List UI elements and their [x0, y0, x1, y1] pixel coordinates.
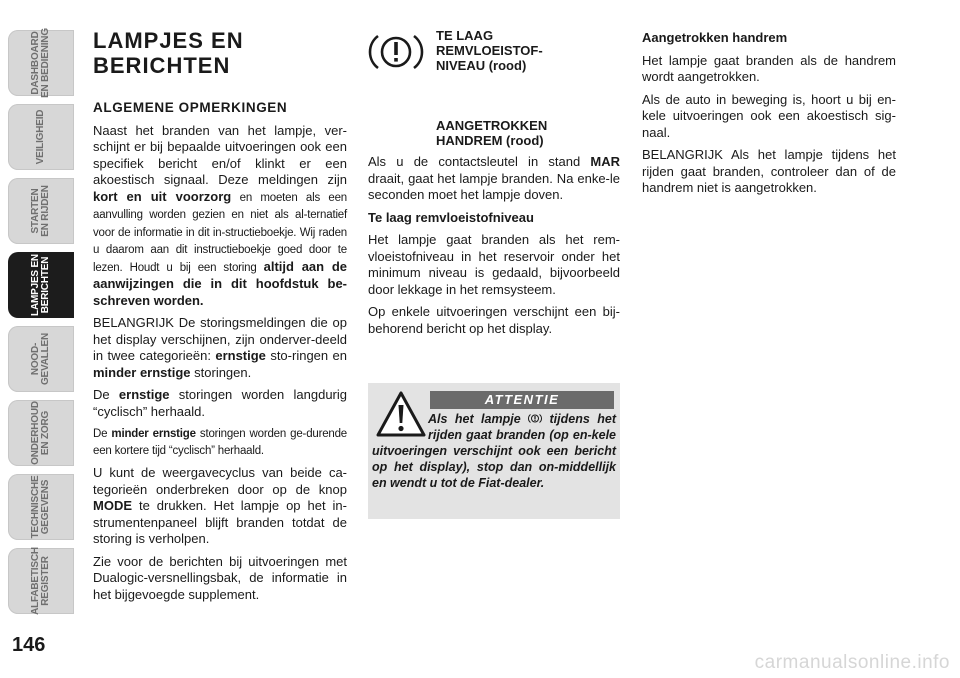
watermark: carmanualsonline.info	[754, 652, 950, 673]
tab-lampjes-en-berichten[interactable]	[8, 252, 74, 318]
chapter-tab-rail	[0, 0, 80, 678]
paragraph: BELANGRIJK De storingsmeldingen die op het display verschijnen, zijn onderver-deeld in twee categorieën: ernstige sto-ringen en minder ernstige storingen.	[93, 315, 347, 380]
paragraph: Naast het branden van het lampje, ver-schijnt er bij bepaalde uitvoeringen ook een specifiek bericht en/of klinkt er een akoestisch signaal. Deze meldingen zijn kort en uit voorzorg en moeten als een aanvulling worden gezien en niet als al-ternatief voor de informatie in dit in-structieboekje. Wij raden u daarom aan dit instructieboekje goed door te lezen. Houdt u bij een storing altijd aan de aanwijzingen die in dit hoofdstuk be-schreven worden.	[93, 122, 348, 308]
paragraph: Op enkele uitvoeringen verschijnt een bij-behorend bericht op het display.	[368, 304, 620, 336]
paragraph: Als de auto in beweging is, hoort u bij en-kele uitvoeringen ook een akoestisch sig-naal.	[642, 91, 896, 140]
tab-label: NOOD- GEVALLEN	[30, 332, 51, 386]
tab-label: VEILIGHEID	[35, 109, 46, 165]
paragraph: Als u de contactsleutel in stand MAR draait, gaat het lampje branden. Na enke-le seconden moet het lampje doven.	[368, 154, 620, 202]
paragraph: De ernstige storingen worden langdurig “cyclisch” herhaald.	[93, 387, 347, 419]
page-title: LAMPJES EN BERICHTEN	[93, 28, 244, 78]
column-general-remarks	[93, 28, 347, 609]
tab-technische-gegevens[interactable]	[8, 474, 74, 540]
lamp-heading	[368, 28, 620, 112]
tab-onderhoud-en-zorg[interactable]	[8, 400, 74, 466]
tab-veiligheid[interactable]	[8, 104, 74, 170]
tab-starten-en-rijden[interactable]	[8, 178, 74, 244]
tab-label: DASHBOARD EN BEDIENING	[30, 28, 51, 98]
brake-warning-icon	[528, 413, 542, 424]
paragraph: Zie voor de berichten bij uitvoeringen met Dualogic-versnellingsbak, de informatie in het bijgevoegde supplement.	[93, 553, 347, 602]
tab-noodgevallen[interactable]	[8, 326, 74, 392]
lamp-title-handbrake: AANGETROKKEN HANDREM (rood)	[436, 118, 548, 148]
column-brake-lamp	[368, 28, 620, 343]
paragraph: U kunt de weergavecyclus van beide ca-tegorieën onderbreken door op de knop MODE te drukken. Het lampje op het in-strumentenpaneel blijft branden totdat de storing is verholpen.	[93, 465, 347, 546]
tab-dashboard-en-bediening[interactable]	[8, 30, 74, 96]
warning-text: Als het lampje tijdens het rijden gaat branden (op en-kele uitvoeringen verschijnt ook een bericht op het display), stop dan on-middellijk en wendt u tot de Fiat-dealer.	[372, 412, 616, 490]
paragraph: Het lampje gaat branden als de handrem wordt aangetrokken.	[642, 52, 896, 84]
lamp-title-brake-fluid: TE LAAG REMVLOEISTOF- NIVEAU (rood)	[436, 28, 543, 73]
tab-label: LAMPJES EN BERICHTEN	[30, 254, 51, 316]
paragraph: Het lampje gaat branden als het rem-vloeistofniveau in het reservoir onder het minimum niveau is gedaald, bijvoorbeeld door lekkage in het remsysteem.	[368, 232, 620, 297]
tab-label: TECHNISCHE GEGEVENS	[30, 475, 51, 539]
subheading: Te laag remvloeistofniveau	[368, 209, 534, 225]
page-number: 146	[12, 634, 46, 656]
subheading: Aangetrokken handrem	[642, 30, 788, 45]
tab-label: ONDERHOUD EN ZORG	[30, 401, 51, 465]
warning-label: ATTENTIE	[430, 391, 614, 409]
tab-alfabetisch-register[interactable]	[8, 548, 74, 614]
column-handbrake	[642, 28, 896, 203]
paragraph: De minder ernstige storingen worden ge-durende een kortere tijd “cyclisch” herhaald.	[93, 428, 347, 457]
tab-label: STARTEN EN RIJDEN	[30, 185, 51, 237]
tab-label: ALFABETISCH REGISTER	[30, 547, 51, 615]
warning-box	[368, 383, 620, 519]
paragraph: BELANGRIJK Als het lampje tijdens het rijden gaat branden, controleer dan of de handrem niet is aangetrokken.	[642, 147, 896, 195]
section-heading: ALGEMENE OPMERKINGEN	[93, 100, 288, 115]
brake-warning-icon	[368, 32, 424, 72]
